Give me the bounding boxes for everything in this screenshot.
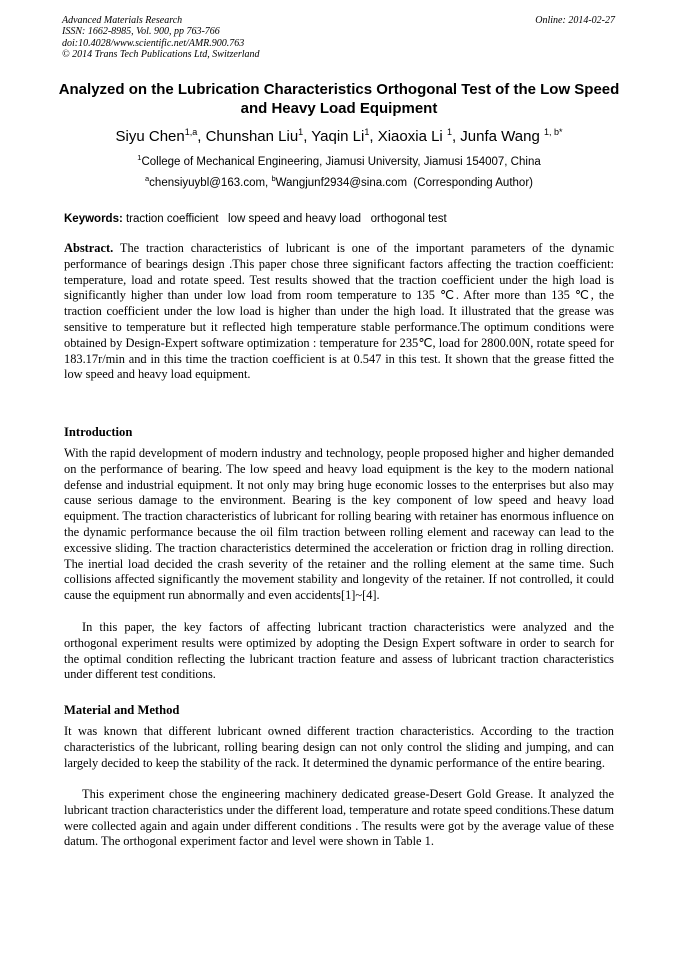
author-separator: ,	[197, 128, 206, 145]
method-paragraph-1: It was known that different lubricant owned different traction characteristics. According to the traction characteristics of the lubricant, rolling bearing design can not only control the sliding and jumping, and can largely decided to keep the stability of the rack. It determined the dynamic performance of the entire bearing.	[64, 724, 614, 770]
journal-header	[62, 15, 260, 60]
journal-name: Advanced Materials Research	[62, 15, 183, 26]
author-name: Siyu Chen	[115, 128, 185, 145]
abstract	[64, 241, 614, 383]
author-superscript: 1	[298, 127, 304, 137]
keywords	[64, 212, 447, 227]
author-name: Yaqin Li	[311, 128, 365, 145]
journal-issn: ISSN: 1662-8985, Vol. 900, pp 763-766	[62, 26, 220, 38]
introduction-heading: Introduction	[64, 425, 133, 439]
author-superscript: 1	[364, 127, 370, 137]
email-a: chensiyuybl@163.com,	[149, 177, 272, 189]
author-name: Chunshan Liu	[205, 128, 299, 145]
affiliation-superscript: 1	[137, 153, 142, 162]
keywords-label: Keywords:	[64, 213, 123, 225]
affiliation	[40, 155, 638, 170]
paper-title: Analyzed on the Lubrication Characteristics Orthogonal Test of the Low Speed and Heavy Load Equipment	[58, 81, 620, 117]
introduction-paragraph-1: With the rapid development of modern industry and technology, people proposed higher and higher demanded on the performance of bearing. The low speed and heavy load equipment is the key to the modern national defense and industrial equipment. It not only may bring huge economic losses to the enterprises but also may cause serious damage to the environment. Bearing is the key component of low speed and heavy load equipment. The traction characteristics of lubricant for rolling bearing with retainer has enormous influence on the dynamic performance because the oil film traction between rolling element and raceway can lead to the excessive sliding. The traction characteristics determined the acceleration or friction drag in rolling direction. The inertial load decided the crash severity of the retainer and the rolling element at the same time. Such collisions affected significantly the movement stability and longevity of the retainer. If not controlled, it could cause the equipment run abnormally and even accidents[1]~[4].	[64, 446, 614, 603]
author-superscript: 1, b*	[543, 127, 563, 137]
email-b: Wangjunf2934@sina.com	[275, 177, 408, 189]
method-heading: Material and Method	[64, 703, 180, 717]
email-line	[40, 176, 638, 191]
author-list	[40, 127, 638, 146]
keywords-text: traction coefficient low speed and heavy load orthogonal test	[122, 213, 447, 225]
author-name: Xiaoxia Li	[377, 128, 447, 145]
online-date: Online: 2014-02-27	[535, 15, 615, 26]
email-a-superscript: a	[145, 174, 150, 183]
email-b-superscript: b	[271, 174, 276, 183]
author-superscript: 1	[446, 127, 452, 137]
introduction-paragraph-2: In this paper, the key factors of affecting lubricant traction characteristics were analyzed and the orthogonal experiment results were optimized by adopting the Design Expert software in order to search for the optimal condition reflecting the lubricant traction feature and assess of lubricant traction characteristics under different test conditions.	[64, 620, 614, 682]
method-paragraph-2: This experiment chose the engineering machinery dedicated grease-Desert Gold Grease. It analyzed the lubricant traction characteristics under the different load, temperature and rotate speed conditions.These datum were collected again and again under different conditions . The results were got by the average value of these datum. The orthogonal experiment factor and level were shown in Table 1.	[64, 787, 614, 849]
author-superscript: 1,a	[184, 127, 198, 137]
author-separator: ,	[451, 128, 461, 145]
author-name: Junfa Wang	[460, 128, 544, 145]
journal-doi: doi:10.4028/www.scientific.net/AMR.900.763	[62, 37, 245, 49]
abstract-label: Abstract.	[64, 241, 114, 255]
author-separator: ,	[369, 128, 378, 145]
journal-copyright: © 2014 Trans Tech Publications Ltd, Switzerland	[62, 48, 260, 60]
author-separator: ,	[303, 128, 312, 145]
abstract-text: The traction characteristics of lubricant is one of the important parameters of the dynamic performance of bearings design .This paper chose three significant factors affecting the traction coefficient: temperature, load and rotate speed. Test results showed that the traction coefficient under the high load is significantly higher than under low load from room temperature to 135 ℃. After more than 135 ℃, the traction coefficient under the low load is higher than under the high load. It illustrated that the grease was sensitive to temperature but it reflected high temperature stable performance.The optimum conditions were obtained by Design-Expert software optimization : temperature for 235℃, load for 2800.00N, rotate speed for 183.17r/min and in this time the traction coefficient is at 0.547 in this test. It shown that the grease fitted the low speed and heavy load equipment.	[64, 241, 614, 382]
affiliation-text: College of Mechanical Engineering, Jiamusi University, Jiamusi 154007, China	[141, 156, 541, 168]
corresponding-note: (Corresponding Author)	[407, 177, 533, 189]
